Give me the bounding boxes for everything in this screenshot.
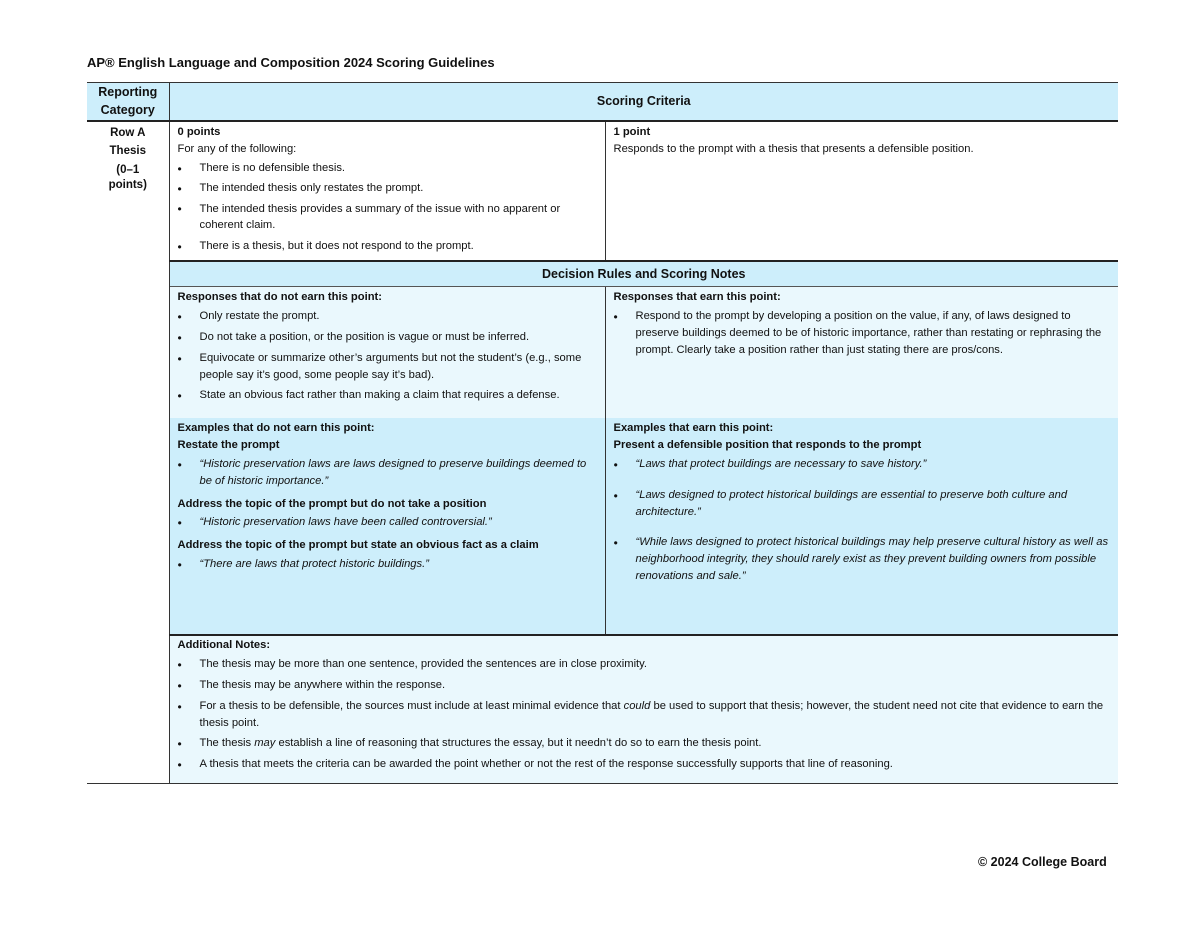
example-quote: • “While laws designed to protect historical buildings may help preserve cultural history as well as neighborhood integrity, they should rarely exist as they prevent building owners from possible renovations and sale.” xyxy=(614,534,1111,584)
category-row: Row A xyxy=(110,127,146,139)
responses-earn-cell xyxy=(605,287,1118,419)
note-emphasis: could xyxy=(623,699,651,712)
note-text: establish a line of reasoning that structures the essay, but it needn’t do so to earn the thesis point. xyxy=(275,737,762,750)
additional-notes-title: Additional Notes: xyxy=(177,639,271,652)
responses-earn-title: Responses that earn this point: xyxy=(613,291,781,304)
scoring-table xyxy=(87,82,1118,784)
additional-notes-list xyxy=(178,656,1111,773)
example-group-heading: Address the topic of the prompt but state an obvious fact as a claim xyxy=(177,539,539,552)
example-quote: • “Laws designed to protect historical buildings are essential to preserve both culture and architecture.” xyxy=(614,487,1111,521)
responses-not-earn-list xyxy=(178,308,597,404)
list-item: • Only restate the prompt. xyxy=(178,308,597,325)
examples-earn-list xyxy=(614,456,1111,585)
additional-notes-cell xyxy=(169,635,1118,783)
example-list xyxy=(178,456,597,490)
example-list xyxy=(178,556,597,573)
list-item: • There is a thesis, but it does not respond to the prompt. xyxy=(178,238,597,255)
zero-points-list xyxy=(178,160,597,255)
zero-points-intro: For any of the following: xyxy=(177,142,297,155)
zero-points-cell xyxy=(169,121,605,261)
list-item: • Equivocate or summarize other’s arguments but not the student’s (e.g., some people say it’s good, some people say it’s bad). xyxy=(178,350,597,384)
responses-not-earn-title: Responses that do not earn this point: xyxy=(177,291,382,304)
category-points-2: points) xyxy=(108,179,147,192)
list-item: • State an obvious fact rather than making a claim that requires a defense. xyxy=(178,387,597,404)
category-cell xyxy=(87,121,169,784)
list-item: • Do not take a position, or the position is vague or must be inferred. xyxy=(178,329,597,346)
document-title: AP® English Language and Composition 2024 Scoring Guidelines xyxy=(87,55,495,70)
examples-not-earn-cell xyxy=(169,418,605,635)
list-item: • The thesis may be more than one sentence, provided the sentences are in close proximity. xyxy=(178,656,1111,673)
note-emphasis: may xyxy=(254,737,276,750)
examples-not-earn-title: Examples that do not earn this point: xyxy=(177,422,375,435)
note-text: The thesis xyxy=(199,737,255,750)
example-list xyxy=(178,514,597,531)
examples-earn-cell xyxy=(605,418,1118,635)
responses-earn-list xyxy=(614,308,1111,358)
note-text: For a thesis to be defensible, the sources must include at least minimal evidence that xyxy=(199,699,624,712)
list-item xyxy=(178,735,1111,752)
category-points-1: (0–1 xyxy=(116,163,140,176)
list-item: • The intended thesis only restates the prompt. xyxy=(178,180,597,197)
example-quote: • “Laws that protect buildings are necessary to save history.” xyxy=(614,456,1111,473)
decision-rules-header: Decision Rules and Scoring Notes xyxy=(169,261,1118,287)
examples-earn-heading: Present a defensible position that responds to the prompt xyxy=(613,439,922,452)
list-item: • The intended thesis provides a summary of the issue with no apparent or coherent claim. xyxy=(178,201,597,233)
list-item: • Respond to the prompt by developing a position on the value, if any, of laws designed to preserve buildings deemed to be of historic importance, rather than restating or rephrasing the prompt. Clearly take a position rather than just stating there are pros/cons. xyxy=(614,308,1111,358)
example-quote: • “Historic preservation laws are laws designed to preserve buildings deemed to be of historic importance.” xyxy=(178,456,597,490)
category-name: Thesis xyxy=(109,145,146,158)
zero-points-title: 0 points xyxy=(177,126,221,138)
copyright: © 2024 College Board xyxy=(978,855,1107,869)
responses-not-earn-cell xyxy=(169,287,605,419)
examples-earn-title: Examples that earn this point: xyxy=(613,422,774,435)
reporting-category-header: Reporting Category xyxy=(87,83,169,122)
list-item xyxy=(178,698,1111,732)
one-point-title: 1 point xyxy=(613,126,651,138)
list-item: • A thesis that meets the criteria can be awarded the point whether or not the rest of the response successfully supports that line of reasoning. xyxy=(178,756,1111,773)
list-item: • There is no defensible thesis. xyxy=(178,160,597,177)
list-item: • The thesis may be anywhere within the response. xyxy=(178,677,1111,694)
example-quote: • “There are laws that protect historic buildings.” xyxy=(178,556,597,573)
note-text: be used to support that thesis; however, the student need not cite that evidence to earn the thesis point. xyxy=(199,699,1104,729)
one-point-text: Responds to the prompt with a thesis that presents a defensible position. xyxy=(613,142,974,155)
scoring-criteria-header: Scoring Criteria xyxy=(169,83,1118,122)
example-group-heading: Restate the prompt xyxy=(177,439,280,452)
example-quote: • “Historic preservation laws have been called controversial.” xyxy=(178,514,597,531)
example-group-heading: Address the topic of the prompt but do not take a position xyxy=(177,497,487,510)
one-point-cell xyxy=(605,121,1118,261)
